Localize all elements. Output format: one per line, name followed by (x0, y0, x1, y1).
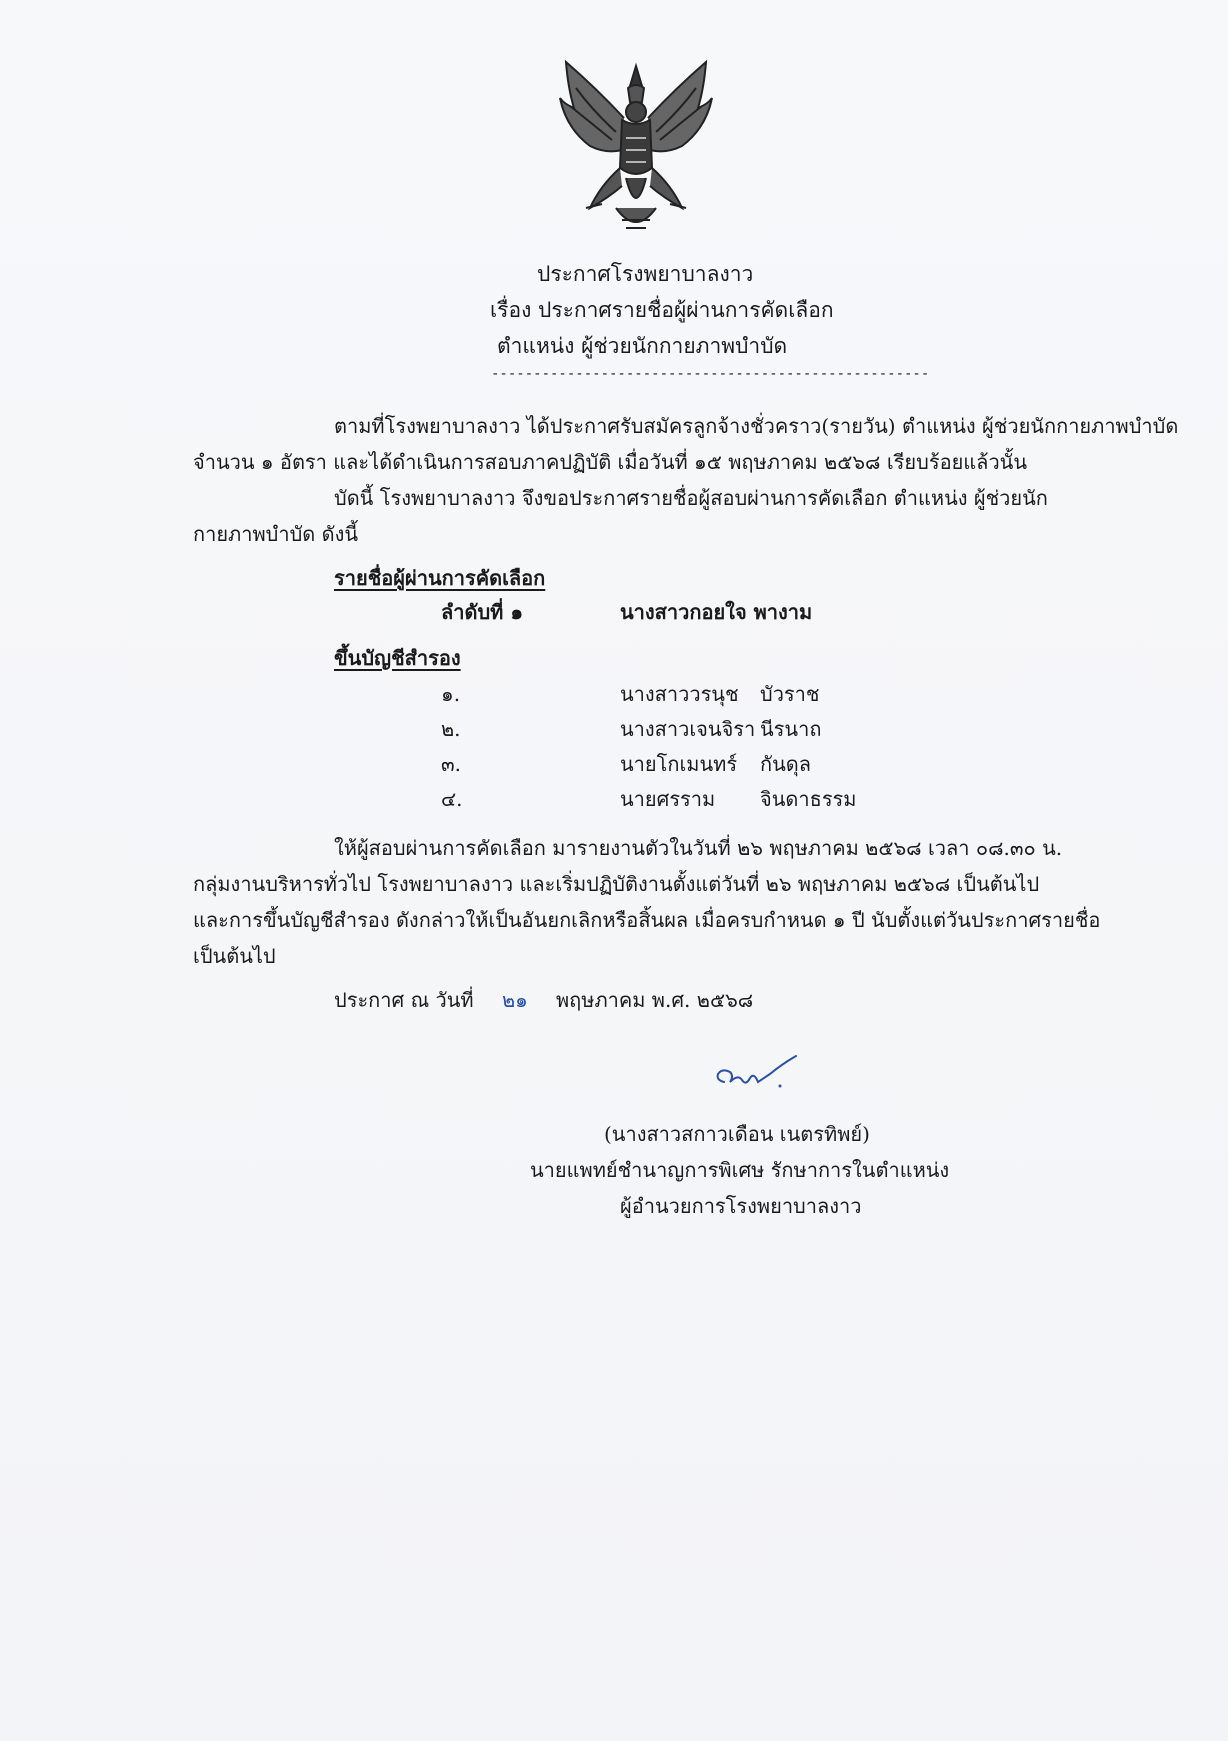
reserve-item-1-number: ๑. (441, 682, 461, 706)
closing-line-4: เป็นต้นไป (193, 944, 276, 968)
reserve-item-2-last-name: นีรนาถ (760, 717, 822, 741)
subject-line-text: เรื่อง ประกาศรายชื่อผู้ผ่านการคัดเลือก (490, 298, 834, 322)
reserve-item-1-last-name: บัวราช (760, 682, 820, 706)
reserve-item-1-first-name: นางสาววรนุช (620, 682, 739, 706)
paragraph-2-line-2: กายภาพบำบัด ดังนี้ (193, 522, 359, 546)
signatory-title: นายแพทย์ชำนาญการพิเศษ รักษาการในตำแหน่ง (530, 1158, 950, 1182)
paragraph-2-line-1: บัดนี้ โรงพยาบาลงาว จึงขอประกาศรายชื่อผู้สอบผ่านการคัดเลือก ตำแหน่ง ผู้ช่วยนัก (334, 486, 1048, 510)
reserve-item-4-last-name: จินดาธรรม (760, 787, 857, 811)
dated-day: ๒๑ (502, 988, 528, 1012)
signatory-organization: ผู้อำนวยการโรงพยาบาลงาว (620, 1194, 862, 1218)
reserve-item-3-first-name: นายโกเมนทร์ (620, 752, 738, 776)
announcement-title-text: ประกาศโรงพยาบาลงาว (537, 262, 754, 286)
paragraph-1-line-2: จำนวน ๑ อัตรา และได้ดำเนินการสอบภาคปฏิบัติ เมื่อวันที่ ๑๕ พฤษภาคม ๒๕๖๘ เรียบร้อยแล้วนั้น (193, 450, 1028, 474)
reserve-item-4-number: ๔. (441, 787, 463, 811)
signatory-name: (นางสาวสกาวเดือน เนตรทิพย์) (604, 1122, 870, 1146)
reserve-item-2-number: ๒. (441, 717, 461, 741)
paragraph-1-line-1: ตามที่โรงพยาบาลงาว ได้ประกาศรับสมัครลูกจ้างชั่วคราว(รายวัน) ตำแหน่ง ผู้ช่วยนักกายภาพบำบัด (334, 414, 1179, 438)
reserve-item-3-last-name: กันดุล (760, 752, 812, 776)
reserve-item-2-first-name: นางสาวเจนจิรา (620, 717, 756, 741)
closing-line-2: กลุ่มงานบริหารทั่วไป โรงพยาบาลงาว และเริ่มปฏิบัติงานตั้งแต่วันที่ ๒๖ พฤษภาคม ๒๕๖๘ เป็นต้นไป (193, 872, 1040, 896)
signature-icon (708, 1052, 804, 1100)
selected-heading: รายชื่อผู้ผ่านการคัดเลือก (334, 566, 546, 590)
closing-line-3: และการขึ้นบัญชีสำรอง ดังกล่าวให้เป็นอันยกเลิกหรือสิ้นผล เมื่อครบกำหนด ๑ ปี นับตั้งแต่วันประกาศรายชื่อ (193, 908, 1101, 932)
reserve-item-4-first-name: นายศรราม (620, 787, 716, 811)
dated-prefix: ประกาศ ณ วันที่ (334, 988, 474, 1012)
closing-line-1: ให้ผู้สอบผ่านการคัดเลือก มารายงานตัวในวันที่ ๒๖ พฤษภาคม ๒๕๖๘ เวลา ๐๘.๓๐ น. (334, 836, 1063, 860)
position-line-text: ตำแหน่ง ผู้ช่วยนักกายภาพบำบัด (497, 334, 788, 358)
header-divider: ---------------------------------------------------- (491, 366, 930, 382)
garuda-emblem-icon (556, 58, 716, 236)
dated-suffix: พฤษภาคม พ.ศ. ๒๕๖๘ (556, 988, 754, 1012)
selected-rank: ลำดับที่ ๑ (441, 600, 524, 624)
reserve-item-3-number: ๓. (441, 752, 462, 776)
reserve-heading: ขึ้นบัญชีสำรอง (334, 646, 461, 670)
selected-name: นางสาวกอยใจ พางาม (620, 600, 813, 624)
